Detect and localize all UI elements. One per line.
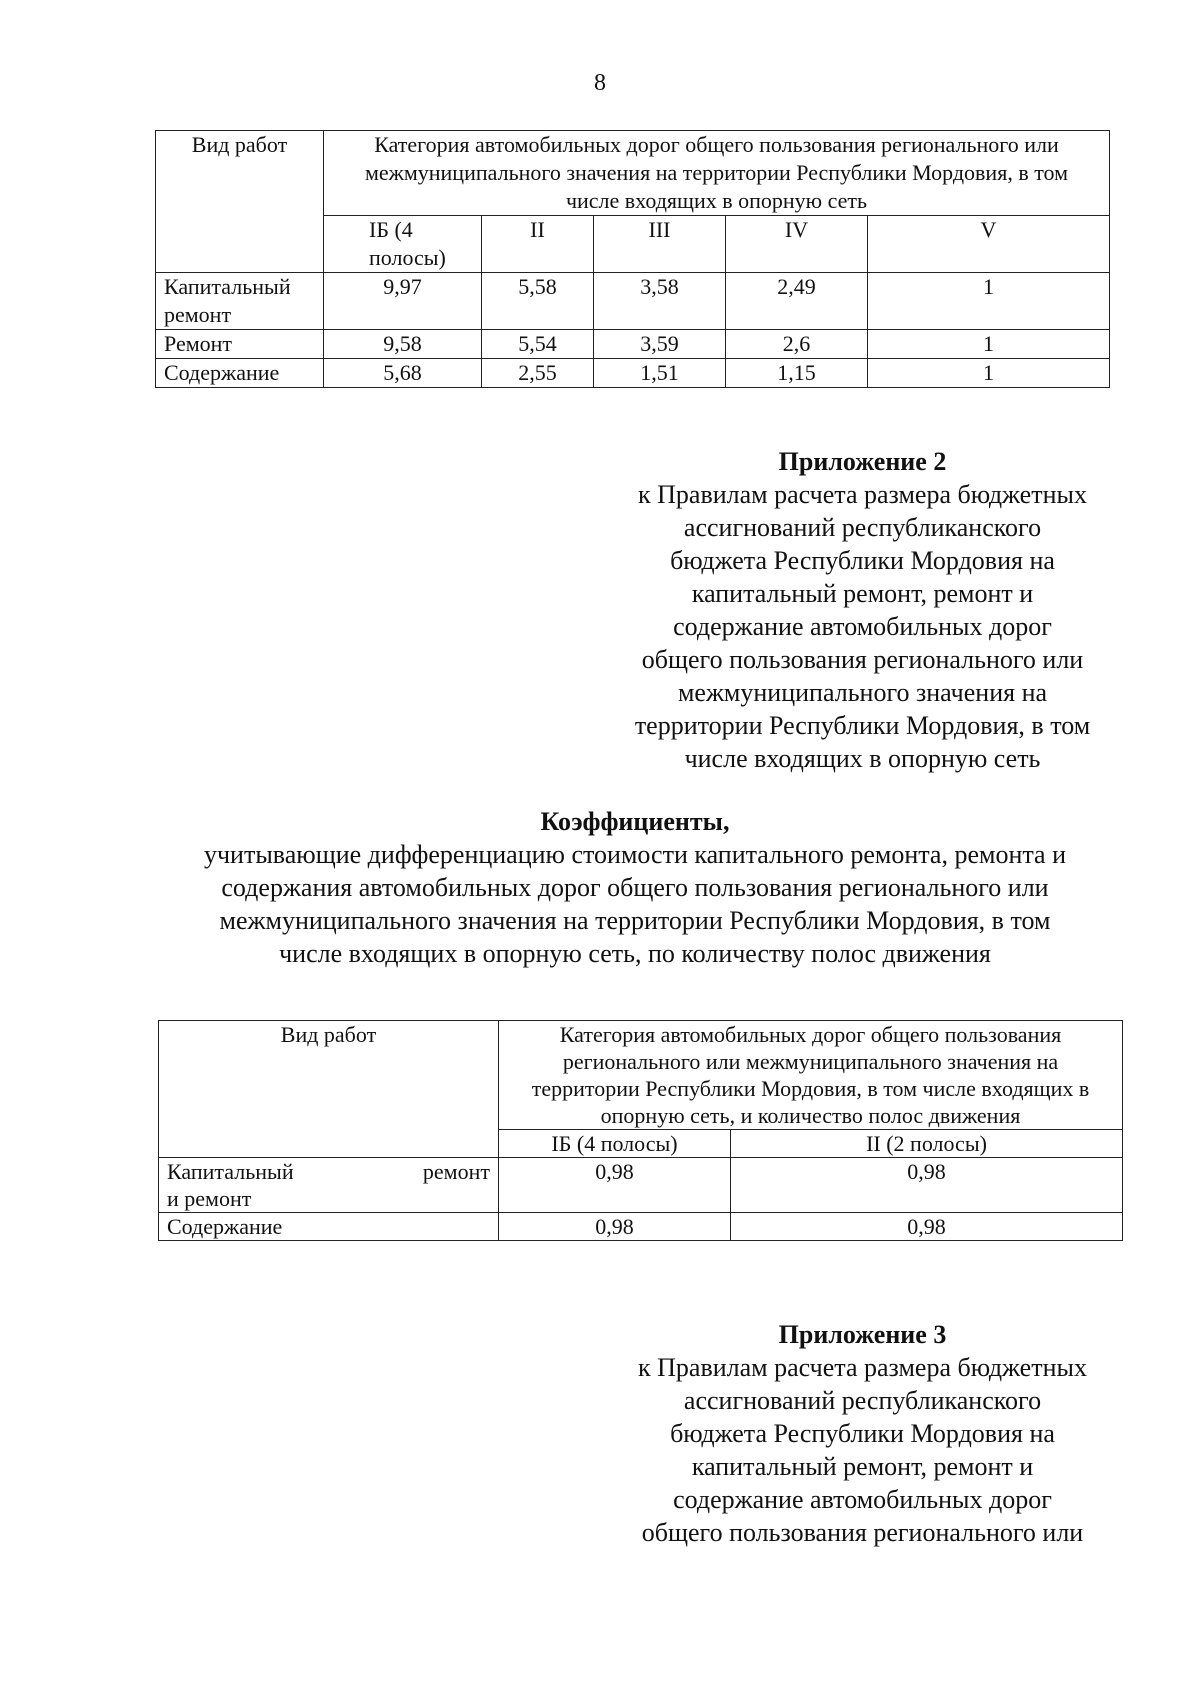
annex-line: капитальный ремонт, ремонт и: [691, 1452, 1034, 1481]
annex-title: Приложение 3: [778, 1320, 947, 1349]
cell-value: 9,97: [324, 273, 482, 330]
cell-value: 9,58: [324, 330, 482, 359]
annex-title: Приложение 2: [778, 447, 947, 476]
annex-line: общего пользования регионального или: [641, 645, 1084, 674]
annex-line: бюджета Республики Мордовия на: [670, 1419, 1055, 1448]
coefficients-line: межмуниципального значения на территории Республики Мордовия, в том: [219, 906, 1051, 935]
col-header: III: [594, 216, 726, 273]
row-label-part: ремонт: [422, 1159, 490, 1184]
coefficients-heading: [150, 805, 1120, 970]
work-type-header: Вид работ: [156, 131, 324, 273]
table-row: [156, 359, 1110, 388]
annex-line: содержание автомобильных дорог: [673, 612, 1052, 641]
row-label: Содержание: [156, 359, 324, 388]
cell-value: 0,98: [499, 1158, 731, 1213]
row-label-part: и ремонт: [167, 1186, 252, 1211]
col-header: IБ (4 полосы): [499, 1130, 731, 1158]
annex-line: общего пользования регионального или: [641, 1518, 1084, 1547]
coefficients-line: учитывающие дифференциацию стоимости капитального ремонта, ремонта и: [203, 840, 1067, 869]
coefficients-line: содержания автомобильных дорог общего пользования регионального или: [221, 873, 1049, 902]
coefficients-title: Коэффициенты,: [540, 807, 730, 836]
table-row: [159, 1158, 1123, 1213]
cell-value: 5,54: [482, 330, 594, 359]
coefficients-line: числе входящих в опорную сеть, по количеству полос движения: [279, 939, 991, 968]
annex-line: капитальный ремонт, ремонт и: [691, 579, 1034, 608]
cell-value: 2,55: [482, 359, 594, 388]
cell-value: 1,15: [726, 359, 868, 388]
annex-line: содержание автомобильных дорог: [673, 1485, 1052, 1514]
cell-value: 3,59: [594, 330, 726, 359]
cell-value: 1: [868, 359, 1110, 388]
annex-line: ассигнований республиканского: [683, 1386, 1042, 1415]
annex-line: к Правилам расчета размера бюджетных: [638, 1353, 1087, 1382]
row-label: Содержание: [159, 1213, 499, 1241]
annex-line: к Правилам расчета размера бюджетных: [638, 480, 1087, 509]
table-row: [159, 1213, 1123, 1241]
page-number: 8: [594, 70, 606, 96]
col-header: IБ (4 полосы): [324, 216, 482, 273]
row-label: Капитальный ремонт: [156, 273, 324, 330]
cell-value: 2,49: [726, 273, 868, 330]
col-header: II (2 полосы): [731, 1130, 1123, 1158]
row-label: Ремонт: [156, 330, 324, 359]
annex-line: территории Республики Мордовия, в том: [634, 711, 1091, 740]
work-type-header: Вид работ: [159, 1021, 499, 1158]
cell-value: 5,68: [324, 359, 482, 388]
annex-line: межмуниципального значения на: [677, 678, 1048, 707]
cell-value: 1: [868, 273, 1110, 330]
cell-value: 1: [868, 330, 1110, 359]
category-header: Категория автомобильных дорог общего пользования регионального или межмуниципального значения на территории Республики Мордовия, в том числе входящих в опорную сеть: [324, 131, 1110, 216]
table-row: [156, 273, 1110, 330]
table-row: [156, 330, 1110, 359]
col-header: IV: [726, 216, 868, 273]
annex-3-block: [600, 1318, 1125, 1549]
cell-value: 0,98: [499, 1213, 731, 1241]
coefficients-table-1: [155, 130, 1110, 388]
coefficients-table-2: [158, 1020, 1123, 1241]
cell-value: 2,6: [726, 330, 868, 359]
cell-value: 5,58: [482, 273, 594, 330]
row-label: [159, 1158, 499, 1213]
category-header: Категория автомобильных дорог общего пользования регионального или межмуниципального значения на территории Республики Мордовия, в том числе входящих в опорную сеть, и количество полос движения: [499, 1021, 1123, 1130]
annex-line: ассигнований республиканского: [683, 513, 1042, 542]
col-header: V: [868, 216, 1110, 273]
annex-line: числе входящих в опорную сеть: [684, 744, 1041, 773]
cell-value: 1,51: [594, 359, 726, 388]
row-label-part: Капитальный: [167, 1159, 294, 1184]
annex-2-block: [600, 445, 1125, 775]
cell-value: 0,98: [731, 1158, 1123, 1213]
annex-line: бюджета Республики Мордовия на: [670, 546, 1055, 575]
col-header: II: [482, 216, 594, 273]
cell-value: 3,58: [594, 273, 726, 330]
cell-value: 0,98: [731, 1213, 1123, 1241]
